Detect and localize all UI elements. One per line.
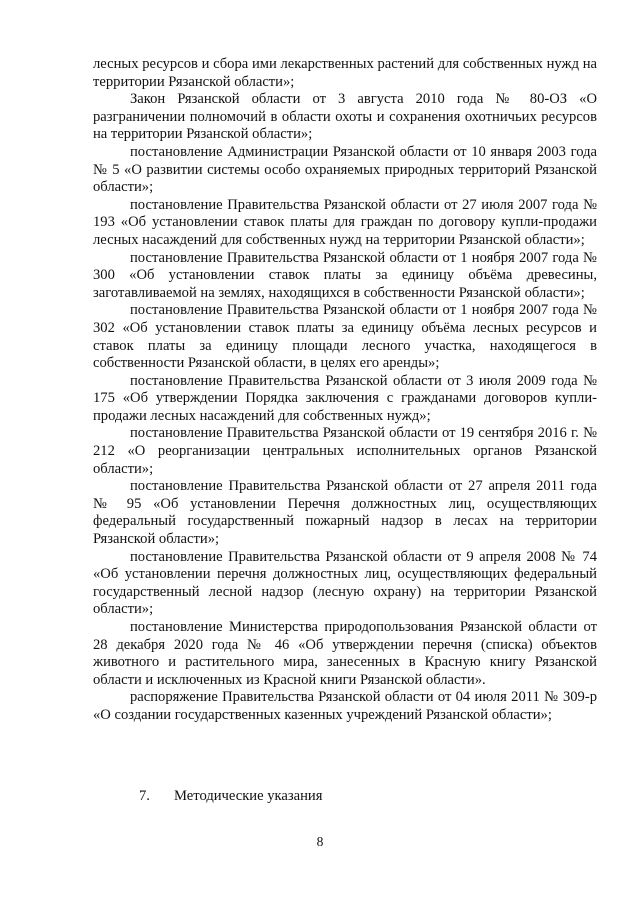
paragraph-law-80-oz: Закон Рязанской области от 3 августа 2010 года № 80-ОЗ «О разграничении полномочий в области охоты и сохранения охотничьих ресурсов на территории Рязанской области»; (93, 91, 597, 143)
paragraph-resolution-212: постановление Правительства Рязанской области от 19 сентября 2016 г. № 212 «О реорганизации центральных исполнительных органов Рязанской области»; (93, 425, 597, 477)
paragraph-resolution-175: постановление Правительства Рязанской области от 3 июля 2009 года № 175 «Об утверждении Порядка заключения с гражданами договоров купли-продажи лесных насаждений для собственных нужд»; (93, 372, 597, 424)
paragraph-order-309-r: распоряжение Правительства Рязанской области от 04 июля 2011 № 309-р «О создании государственных казенных учреждений Рязанской области»; (93, 689, 597, 723)
paragraph-resolution-95: постановление Правительства Рязанской области от 27 апреля 2011 года № 95 «Об установлении Перечня должностных лиц, осуществляющих федеральный государственный пожарный надзор в лесах на территории Рязанской области»; (93, 478, 597, 548)
paragraph-resolution-302: постановление Правительства Рязанской области от 1 ноября 2007 года № 302 «Об установлении ставок платы за единицу объёма лесных ресурсов и ставок платы за единицу площади лесного участка, находящегося в собственности Рязанской области, в целях его аренды»; (93, 302, 597, 372)
section-title: Методические указания (174, 788, 323, 804)
document-body (93, 56, 597, 725)
section-number: 7. (139, 788, 150, 804)
paragraph-resolution-5: постановление Администрации Рязанской области от 10 января 2003 года № 5 «О развитии системы особо охраняемых природных территорий Рязанской области»; (93, 143, 597, 196)
section-heading (139, 788, 322, 806)
page-number: 8 (316, 834, 324, 849)
paragraph-resolution-74: постановление Правительства Рязанской области от 9 апреля 2008 № 74 «Об установлении перечня должностных лиц, осуществляющих федеральный государственный лесной надзор (лесную охрану) на территории Рязанской области»; (93, 548, 597, 618)
paragraph-continuation: лесных ресурсов и сбора ими лекарственных растений для собственных нужд на территории Рязанской области»; (93, 56, 597, 90)
paragraph-ministry-resolution-46: постановление Министерства природопользования Рязанской области от 28 декабря 2020 года № 46 «Об утверждении перечня (списка) объектов животного и растительного мира, занесенных в Красную книгу Рязанской области и исключенных из Красной книги Рязанской области». (93, 619, 597, 688)
paragraph-resolution-193: постановление Правительства Рязанской области от 27 июля 2007 года № 193 «Об установлении ставок платы для граждан по договору купли-продажи лесных насаждений для собственных нужд на территории Рязанской области»; (93, 196, 597, 248)
paragraph-resolution-300: постановление Правительства Рязанской области от 1 ноября 2007 года № 300 «Об установлении ставок платы за единицу объёма древесины, заготавливаемой на землях, находящихся в собственности Рязанской области»; (93, 249, 597, 301)
